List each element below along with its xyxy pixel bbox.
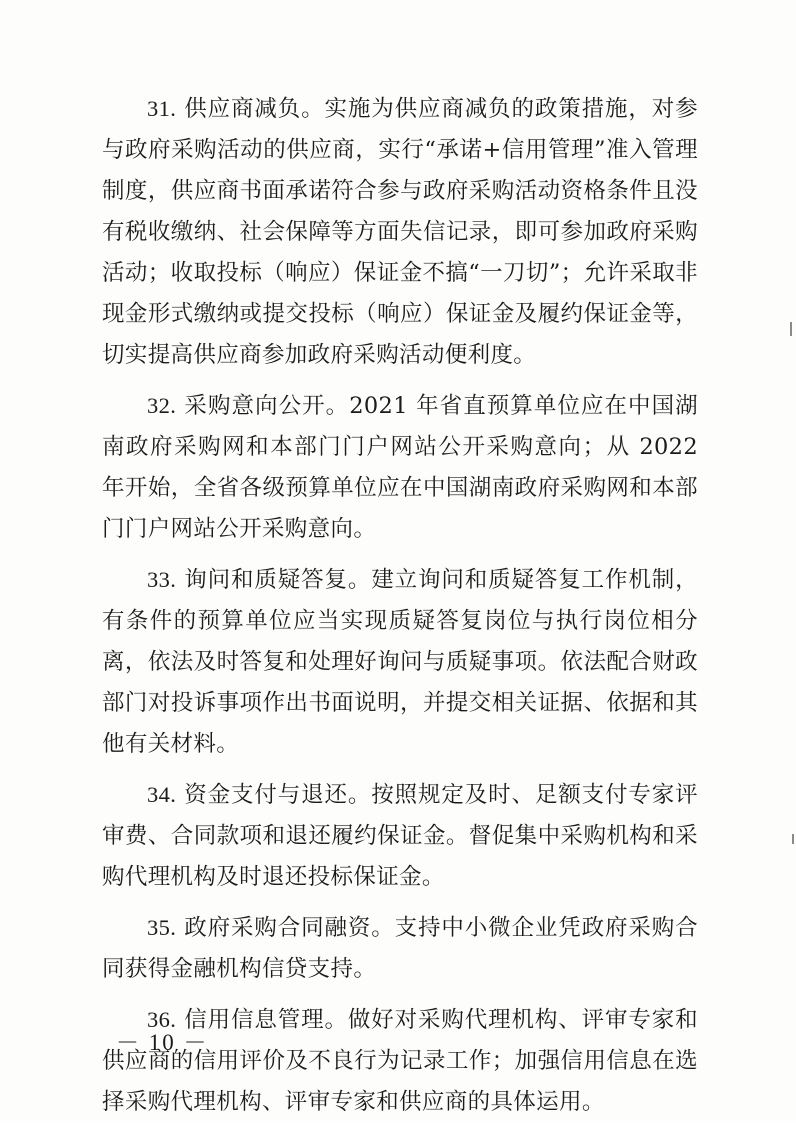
paragraph-text: 采购意向公开。2021 年省直预算单位应在中国湖南政府采购网和本部门门户网站公开采购意向；从 2022 年开始，全省各级预算单位应在中国湖南政府采购网和本部门门户网站公开采购意向。 — [102, 393, 698, 542]
paragraph-36 — [102, 999, 698, 1123]
paragraph-number: 32. — [147, 393, 177, 418]
paragraph-33 — [102, 559, 698, 765]
paragraph-text: 政府采购合同融资。支持中小微企业凭政府采购合同获得金融机构信贷支持。 — [102, 915, 698, 982]
paragraph-text: 资金支付与退还。按照规定及时、足额支付专家评审费、合同款项和退还履约保证金。督促集中采购机构和采购代理机构及时退还投标保证金。 — [102, 782, 698, 890]
paragraph-number: 36. — [147, 1007, 177, 1032]
paragraph-34 — [102, 774, 698, 898]
paragraph-31 — [102, 88, 698, 376]
scan-edge-mark — [790, 322, 792, 336]
page-number: － 10 － — [116, 1030, 209, 1055]
document-body — [102, 88, 698, 1132]
paragraph-number: 31. — [147, 96, 177, 121]
paragraph-text: 询问和质疑答复。建立询问和质疑答复工作机制，有条件的预算单位应当实现质疑答复岗位与执行岗位相分离，依法及时答复和处理好询问与质疑事项。依法配合财政部门对投诉事项作出书面说明，并提交相关证据、依据和其他有关材料。 — [102, 567, 698, 757]
paragraph-32 — [102, 385, 698, 550]
paragraph-text: 供应商减负。实施为供应商减负的政策措施，对参与政府采购活动的供应商，实行“承诺+信用管理”准入管理制度，供应商书面承诺符合参与政府采购活动资格条件且没有税收缴纳、社会保障等方面失信记录，即可参加政府采购活动；收取投标（响应）保证金不搞“一刀切”；允许采取非现金形式缴纳或提交投标（响应）保证金及履约保证金等，切实提高供应商参加政府采购活动便利度。 — [102, 96, 698, 368]
paragraph-number: 33. — [147, 567, 177, 592]
scan-edge-mark — [792, 834, 794, 844]
paragraph-number: 34. — [147, 782, 177, 807]
paragraph-text: 信用信息管理。做好对采购代理机构、评审专家和供应商的信用评价及不良行为记录工作；加强信用信息在选择采购代理机构、评审专家和供应商的具体运用。 — [102, 1007, 698, 1115]
paragraph-35 — [102, 907, 698, 990]
paragraph-number: 35. — [147, 915, 177, 940]
